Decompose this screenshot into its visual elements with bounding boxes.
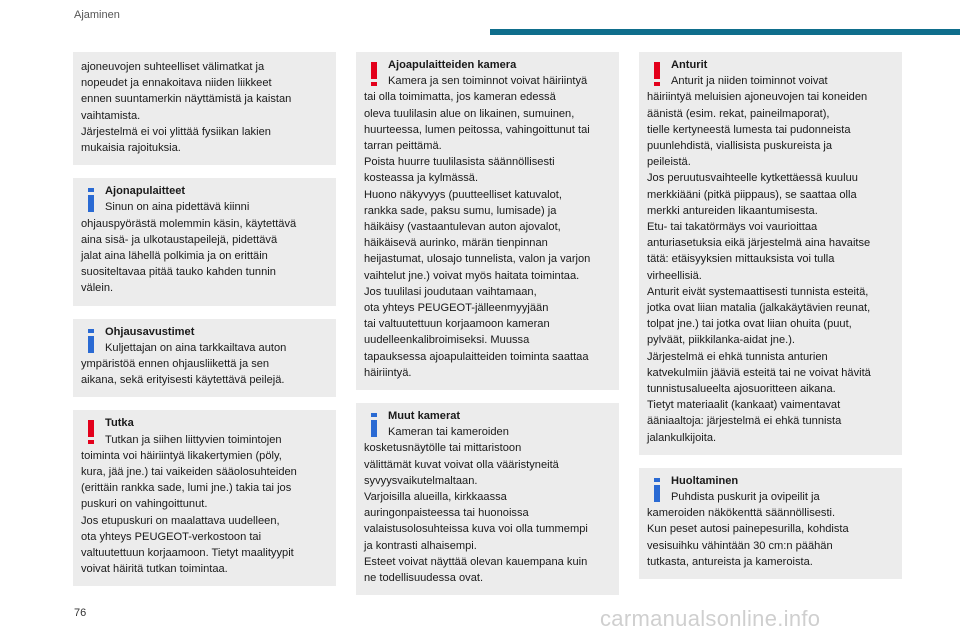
info-icon [84, 186, 98, 214]
text-line: valaistusolosuhteissa kuva voi olla tummempi [364, 523, 588, 536]
box-title: Tutka [105, 417, 134, 430]
column-middle [356, 52, 619, 608]
text-line: auringonpaisteessa tai huonoissa [364, 507, 529, 520]
text-line: puskuri on vahingoittunut. [81, 498, 208, 511]
text-line: Kuljettajan on aina tarkkailtava auton [105, 341, 287, 354]
box-title: Ajoapulaitteiden kamera [388, 59, 517, 71]
text-line: kosteassa ja kylmässä. [364, 172, 479, 185]
text-line: ajoneuvojen suhteelliset välimatkat ja [81, 61, 265, 73]
text-line: Kameran tai kameroiden [388, 426, 509, 439]
page-header-title: Ajaminen [74, 9, 120, 21]
box-title: Muut kamerat [388, 410, 461, 423]
text-line: Jos etupuskuri on maalattava uudelleen, [81, 514, 280, 527]
info-box-ajonapulaitteet [73, 178, 336, 305]
text-line: jalankulkijoita. [647, 431, 717, 444]
text-line: Kamera ja sen toiminnot voivat häiriintyä [388, 75, 588, 88]
text-line: Jos peruutusvaihteelle kytkettäessä kuuluu [647, 172, 858, 185]
page-number: 76 [74, 607, 87, 619]
exclamation-icon [84, 418, 98, 446]
text-line: aina sisä- ja ulkotaustapeilejä, pidettävä [81, 233, 278, 246]
info-box-ohjausavustimet [73, 319, 336, 398]
text-line: pylväät, piikkilanka-aidat jne.). [647, 334, 795, 347]
text-line: Kun peset autosi painepesurilla, kohdista [647, 523, 849, 536]
text-line: voivat häiritä tutkan toimintaa. [81, 563, 228, 576]
text-line: suositeltavaa pitää tauko kahden tunnin [81, 266, 276, 279]
text-line: tai valtuutettuun korjaamoon kameran [364, 318, 550, 331]
text-line: kura, jää jne.) tai vaikeiden sääolosuhteiden [81, 466, 297, 479]
text-line: peileistä. [647, 156, 691, 169]
text-line: puunlehdistä, viallisista puskureista ja [647, 140, 832, 153]
text-line: nopeudet ja ennakoitava niiden liikkeet [81, 77, 272, 90]
text-line: Anturit ja niiden toiminnot voivat [671, 75, 828, 88]
text-line: virheellisiä. [647, 269, 702, 282]
text-line: valtuutettuun korjaamoon. Tietyt maalityypit [81, 547, 294, 560]
text-line: ohjauspyörästä molemmin käsin, käytettävä [81, 217, 297, 230]
info-box-muut-kamerat [356, 403, 619, 595]
box-title: Huoltaminen [671, 474, 739, 487]
watermark-text: carmanualsonline.info [600, 606, 821, 631]
box-title: Ohjausavustimet [105, 325, 195, 338]
text-line: välittämät kuvat voivat olla vääristyneitä [364, 458, 559, 471]
text-line: Järjestelmä ei voi ylittää fysiikan lakien [81, 125, 271, 138]
header-accent-bar [490, 29, 960, 35]
text-line: jalat aina lähellä polkimia ja on erittäin [81, 250, 268, 263]
text-line: häikäisy (vastaantulevan auton ajovalot, [364, 221, 561, 234]
text-line: mukaisia rajoituksia. [81, 142, 181, 155]
text-line: huurteessa, lumen peitossa, vahingoittunut tai [364, 123, 590, 136]
text-line: Tietyt materiaalit (kankaat) vaimentavat [647, 399, 841, 412]
text-line: tai olla toimimatta, jos kameran edessä [364, 91, 556, 104]
text-line: rankka sade, paksu sumu, lumisade) ja [364, 204, 557, 217]
text-line: tutkasta, antureista ja kameroista. [647, 555, 813, 568]
text-line: vaihtelut jne.) voivat myös haitata toimintaa. [364, 269, 580, 282]
text-line: (erittäin rankka sade, lumi jne.) takia tai jos [81, 482, 292, 495]
text-line: ne todellisuudessa ovat. [364, 572, 484, 585]
text-line: kameroiden näkökenttä säännöllisesti. [647, 507, 836, 520]
text-line: Poista huurre tuulilasista säännöllisesti [364, 156, 555, 169]
text-line: häiriintyä. [364, 366, 412, 379]
text-line: uudelleenkalibroimiseksi. Muussa [364, 334, 530, 347]
text-line: tunnistusalueelta ajosuoritteen aikana. [647, 383, 836, 396]
text-line: heijastumat, ulosajo tunnelista, valon ja varjon [364, 253, 591, 266]
text-line: Anturit eivät systemaattisesti tunnista esteitä, [647, 285, 869, 298]
info-icon [650, 476, 664, 504]
text-line: Jos tuulilasi joudutaan vaihtamaan, [364, 285, 537, 298]
warning-box-kamera [356, 52, 619, 390]
text-line: Esteet voivat näyttää olevan kauempana kuin [364, 555, 588, 568]
text-line: vesisuihku vähintään 30 cm:n päähän [647, 539, 833, 552]
text-line: tätä: etäisyyksien mittauksista voi tulla [647, 253, 835, 266]
text-line: Järjestelmä ei ehkä tunnista anturien [647, 350, 828, 363]
text-line: Tutkan ja siihen liittyvien toimintojen [105, 433, 282, 446]
text-line: häiriintyä meluisien ajoneuvojen tai koneiden [647, 91, 868, 104]
exclamation-icon [367, 60, 381, 88]
info-box-huoltaminen [639, 468, 902, 579]
text-line: tielle kertyneestä lumesta tai pudonneista [647, 123, 851, 136]
info-icon [367, 411, 381, 439]
text-line: vaihtamista. [81, 109, 141, 122]
text-line: jotka ovat liian matalia (jalkakäytävien reunat, [647, 302, 871, 315]
text-line: tarran peittämä. [364, 140, 442, 153]
text-line: katvekulmiin jääviä esteitä tai ne voivat hävitä [647, 366, 871, 379]
text-line: syvyysvaikutelmaltaan. [364, 474, 478, 487]
info-icon [84, 327, 98, 355]
text-line: aikana, sekä erityisesti käytettävä peilejä. [81, 374, 285, 387]
text-line: anturiasetuksia eikä järjestelmä aina havaitse [647, 237, 871, 250]
intro-note-box [73, 52, 336, 165]
text-line: Etu- tai takatörmäys voi vaurioittaa [647, 221, 818, 234]
text-line: ääniaaltoja: järjestelmä ei ehkä tunnista [647, 415, 842, 428]
exclamation-icon [650, 60, 664, 88]
text-line: merkkiääni (pitkä piippaus), se saattaa olla [647, 188, 857, 201]
text-line: ennen suuntamerkin näyttämistä ja kaistan [81, 93, 292, 106]
text-line: kosketusnäytölle tai mittaristoon [364, 442, 522, 455]
text-line: Puhdista puskurit ja ovipeilit ja [671, 491, 820, 504]
text-line: ota yhteys PEUGEOT-verkostoon tai [81, 530, 262, 543]
box-title: Ajonapulaitteet [105, 185, 186, 198]
text-line: tapauksessa ajoapulaitteiden toiminta saattaa [364, 350, 589, 363]
warning-box-tutka [73, 410, 336, 586]
text-line: merkki antureiden likaantumisesta. [647, 204, 818, 217]
column-left [73, 52, 336, 599]
text-line: toiminta voi häiriintyä likakertymien (pöly, [81, 449, 282, 462]
box-title: Anturit [671, 59, 708, 71]
text-line: tolpat jne.) tai jotka ovat liian ohuita (puut, [647, 318, 852, 331]
warning-box-anturit [639, 52, 902, 455]
text-line: Huono näkyvyys (puutteelliset katuvalot, [364, 188, 562, 201]
text-line: ota yhteys PEUGEOT-jälleenmyyjään [364, 302, 549, 315]
text-line: Sinun on aina pidettävä kiinni [105, 201, 250, 214]
text-line: häikäisevä aurinko, märän tienpinnan [364, 237, 548, 250]
column-right [639, 52, 902, 592]
text-line: äänistä (esim. rekat, paineilmaporat), [647, 107, 830, 120]
text-line: oleva tuulilasin alue on likainen, sumuinen, [364, 107, 575, 120]
text-line: Varjoisilla alueilla, kirkkaassa [364, 491, 507, 504]
text-line: ympäristöä ennen ohjausliikettä ja sen [81, 358, 270, 371]
text-line: välein. [81, 282, 114, 295]
text-line: ja kontrasti alhaisempi. [364, 539, 477, 552]
